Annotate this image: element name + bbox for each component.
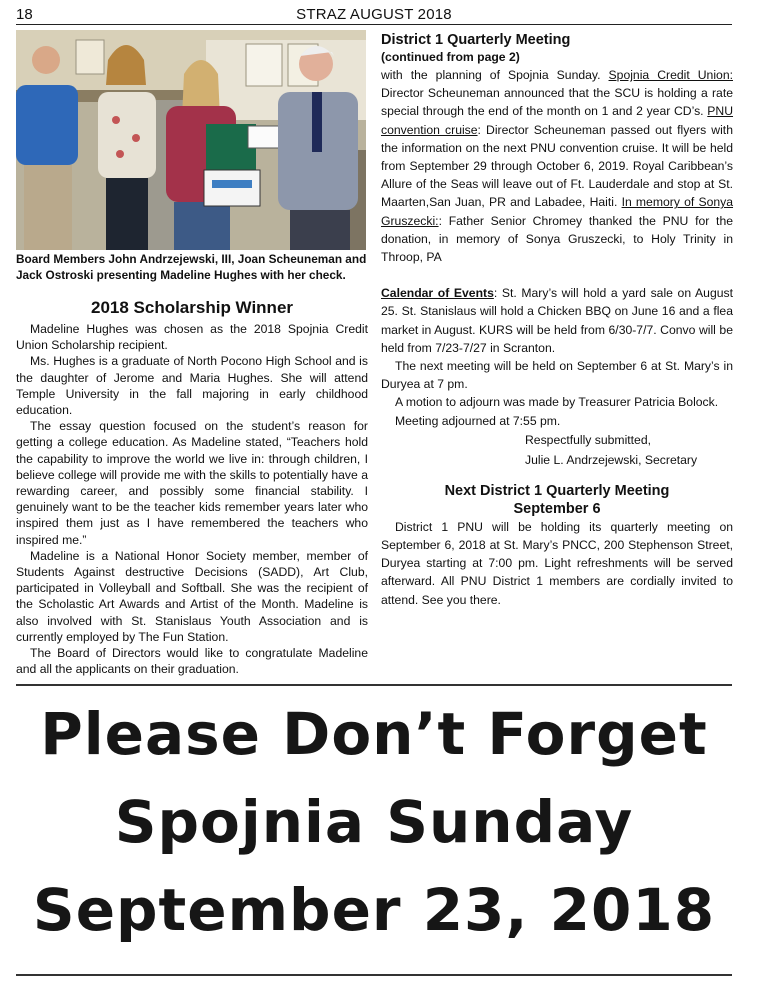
header-divider [16, 24, 732, 25]
meeting-text: Director Scheuneman announced that the SCU is holding a rate special through the end of the month on 1 and 2 year CD’s. [381, 86, 733, 119]
banner-line: Please Don’t Forget [40, 700, 708, 768]
signature-block [381, 430, 733, 470]
scu-label: Spojnia Credit Union: [608, 68, 733, 82]
article-paragraph: The Board of Directors would like to congratulate Madeline and all the applicants on their graduation. [16, 646, 368, 677]
calendar-text: : St. Mary’s will hold a yard sale on August 25. St. Stanislaus will hold a Chicken BBQ on June 16 and a flea market in August. KURS will be held from 6/30-7/7. Convo will be held from 7/23-7/27 in Scranton. [381, 286, 733, 355]
meeting-paragraph [381, 66, 733, 266]
banner-line: September 23, 2018 [32, 876, 716, 944]
banner-bottom-rule [16, 974, 732, 976]
next-meeting-body [381, 518, 733, 609]
scholarship-article-body [16, 321, 368, 677]
banner-line: Spojnia Sunday [114, 788, 634, 856]
publication-title: STRAZ AUGUST 2018 [296, 6, 452, 23]
meeting-title: District 1 Quarterly Meeting [381, 32, 571, 48]
calendar-label: Calendar of Events [381, 286, 494, 301]
adjourned-paragraph: Meeting adjourned at 7:55 pm. [395, 413, 561, 428]
next-meeting-title [381, 482, 733, 518]
sign-off: Respectfully submitted, [525, 432, 651, 447]
meeting-body [381, 66, 733, 430]
article-paragraph: Madeline Hughes was chosen as the 2018 Spojnia Credit Union Scholarship recipient. [16, 322, 368, 353]
meeting-text: : Father Senior Chromey thanked the PNU for the donation, in memory of Sonya Gruszecki, to Holy Trinity in Throop, PA [381, 213, 733, 265]
article-title: 2018 Scholarship Winner [90, 298, 294, 317]
page-number: 18 [16, 6, 33, 23]
next-meeting-date: September 6 [513, 500, 601, 517]
next-meeting-title-line: Next District 1 Quarterly Meeting [444, 482, 670, 499]
article-paragraph: Madeline is a National Honor Society member, member of Students Against destructive Decisions (SADD), Art Club, participated in Volleyball and Softball. She was the recipient of the Scholastic Art Awards and Artist of the Month. Madeline is also involved with St. Stanislaus Youth Association and is currently employed by The Fun Station. [16, 548, 368, 644]
photo-caption: Board Members John Andrzejewski, III, Joan Scheuneman and Jack Ostroski presenting Madeline Hughes with her check. [16, 252, 367, 282]
article-paragraph: Ms. Hughes is a graduate of North Pocono High School and is the daughter of Jerome and Maria Hughes. She will attend Temple University in the fall majoring in early childhood education. [16, 354, 368, 418]
article-paragraph: The essay question focused on the student’s reason for getting a college education. As Madeline stated, “Teachers hold the capability to improve the world we live in: through children, I believe college will provide me with the skills to potentially have a rewarding career, and possibly some financial stability. I genuinely want to be the teacher kids remember years later who inspired them just as I have remembered the teachers who inspired me.” [16, 419, 368, 547]
meeting-text: : Director Scheuneman passed out flyers with the information on the next PNU convention cruise. It will be held from September 29 through October 6, 2019. Royal Caribbean’s Allure of the Seas will leave out of Ft. Lauderdale and stop at St. Maarten,San Juan, PR and Labadee, Haiti. [381, 122, 733, 210]
page-header [16, 6, 732, 26]
continued-note: (continued from page 2) [381, 50, 520, 64]
calendar-paragraph [381, 284, 733, 357]
next-meeting-paragraph: District 1 PNU will be holding its quarterly meeting on September 6, 2018 at St. Mary’s PNCC, 200 Stephenson Street, Duryea starting at 7:00 pm. Light refreshments will be served afterward. All PNU District 1 members are cordially invited to attend. See you there. [381, 519, 733, 607]
meeting-column [381, 31, 733, 609]
photo-illustration [16, 30, 366, 250]
cruise-label: PNU convention cruise [381, 104, 734, 137]
spojnia-sunday-banner [16, 690, 732, 954]
secretary-name: Julie L. Andrzejewski, Secretary [525, 452, 698, 467]
banner-top-rule [16, 684, 732, 686]
scholarship-photo [16, 30, 366, 250]
next-meeting-paragraph: The next meeting will be held on September 6 at St. Mary’s in Duryea at 7 pm. [381, 359, 733, 392]
memory-label: In memory of Sonya Gruszecki: [381, 195, 734, 228]
meeting-text: with the planning of Spojnia Sunday. [381, 68, 601, 82]
motion-paragraph: A motion to adjourn was made by Treasurer Patricia Bolock. [395, 395, 719, 410]
